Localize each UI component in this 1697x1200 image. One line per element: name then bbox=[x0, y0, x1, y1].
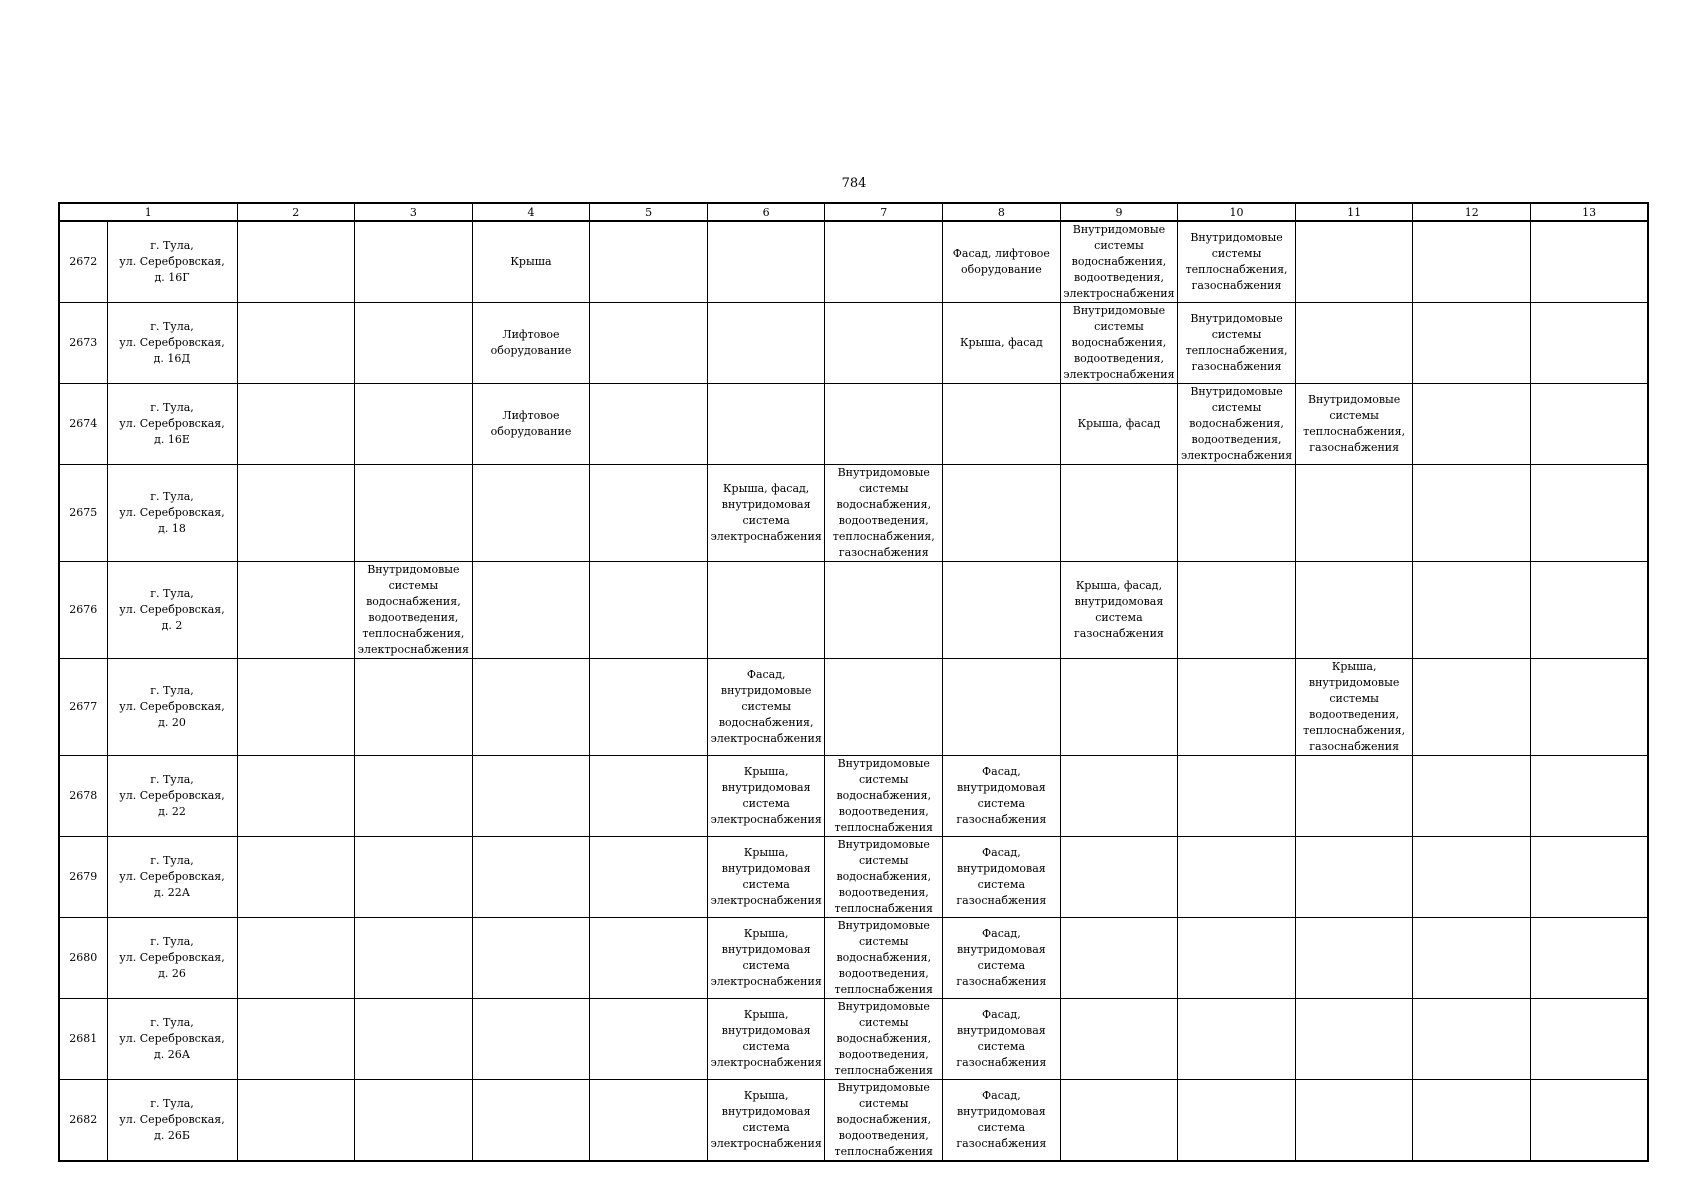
work-cell bbox=[355, 756, 473, 837]
work-cell: Фасад, внутридомовая система газоснабжения bbox=[943, 756, 1061, 837]
page-number: 784 bbox=[841, 176, 867, 191]
work-cell bbox=[825, 562, 943, 659]
work-cell bbox=[1060, 999, 1178, 1080]
column-header: 5 bbox=[590, 203, 708, 221]
work-cell bbox=[1413, 384, 1531, 465]
work-cell bbox=[237, 303, 355, 384]
work-cell: Крыша, внутридомовая система электроснабжения bbox=[707, 1080, 825, 1162]
work-cell bbox=[1531, 659, 1649, 756]
work-cell bbox=[825, 221, 943, 303]
work-cell bbox=[1413, 1080, 1531, 1162]
work-cell bbox=[590, 384, 708, 465]
address-cell: г. Тула, ул. Серебровская, д. 18 bbox=[107, 465, 237, 562]
work-cell bbox=[943, 659, 1061, 756]
work-cell bbox=[237, 918, 355, 999]
work-cell bbox=[237, 465, 355, 562]
work-cell bbox=[825, 384, 943, 465]
column-header: 12 bbox=[1413, 203, 1531, 221]
work-cell bbox=[1295, 1080, 1413, 1162]
column-header: 8 bbox=[943, 203, 1061, 221]
column-header: 1 bbox=[59, 203, 237, 221]
work-cell bbox=[590, 1080, 708, 1162]
work-cell bbox=[237, 1080, 355, 1162]
work-cell: Внутридомовые системы водоснабжения, водоотведения, теплоснабжения bbox=[825, 756, 943, 837]
work-cell bbox=[1531, 756, 1649, 837]
work-cell bbox=[1413, 837, 1531, 918]
address-cell: г. Тула, ул. Серебровская, д. 2 bbox=[107, 562, 237, 659]
table-row bbox=[59, 999, 1648, 1080]
work-cell: Внутридомовые системы водоснабжения, водоотведения, теплоснабжения bbox=[825, 918, 943, 999]
work-cell bbox=[472, 918, 590, 999]
work-cell bbox=[1531, 303, 1649, 384]
column-header: 10 bbox=[1178, 203, 1296, 221]
work-cell bbox=[825, 303, 943, 384]
column-header: 7 bbox=[825, 203, 943, 221]
work-cell: Крыша, фасад, внутридомовая система электроснабжения bbox=[707, 465, 825, 562]
work-cell: Внутридомовые системы водоснабжения, водоотведения, электроснабжения bbox=[1178, 384, 1296, 465]
address-cell: г. Тула, ул. Серебровская, д. 26А bbox=[107, 999, 237, 1080]
work-cell bbox=[1178, 562, 1296, 659]
work-cell: Фасад, внутридомовая система газоснабжения bbox=[943, 999, 1061, 1080]
work-cell bbox=[355, 918, 473, 999]
table-row bbox=[59, 303, 1648, 384]
work-cell: Крыша, фасад bbox=[943, 303, 1061, 384]
work-cell bbox=[1295, 837, 1413, 918]
work-cell bbox=[1531, 562, 1649, 659]
work-cell: Крыша, внутридомовая система электроснабжения bbox=[707, 999, 825, 1080]
row-number: 2673 bbox=[59, 303, 107, 384]
work-cell bbox=[1531, 999, 1649, 1080]
work-cell bbox=[472, 659, 590, 756]
column-header: 11 bbox=[1295, 203, 1413, 221]
work-cell bbox=[590, 918, 708, 999]
work-cell bbox=[825, 659, 943, 756]
work-cell bbox=[1295, 999, 1413, 1080]
work-cell: Фасад, внутридомовая система газоснабжения bbox=[943, 837, 1061, 918]
work-cell bbox=[1295, 562, 1413, 659]
work-cell bbox=[1413, 465, 1531, 562]
work-cell bbox=[1295, 756, 1413, 837]
work-cell bbox=[472, 999, 590, 1080]
work-cell: Фасад, лифтовое оборудование bbox=[943, 221, 1061, 303]
work-cell: Внутридомовые системы водоснабжения, водоотведения, электроснабжения bbox=[1060, 221, 1178, 303]
row-number: 2678 bbox=[59, 756, 107, 837]
work-cell bbox=[1531, 384, 1649, 465]
address-cell: г. Тула, ул. Серебровская, д. 20 bbox=[107, 659, 237, 756]
address-cell: г. Тула, ул. Серебровская, д. 22 bbox=[107, 756, 237, 837]
work-cell bbox=[1413, 756, 1531, 837]
work-cell bbox=[1060, 837, 1178, 918]
work-cell: Фасад, внутридомовая система газоснабжения bbox=[943, 918, 1061, 999]
work-cell bbox=[472, 465, 590, 562]
work-cell bbox=[590, 659, 708, 756]
header-row bbox=[59, 203, 1648, 221]
work-cell bbox=[590, 465, 708, 562]
work-cell bbox=[1178, 1080, 1296, 1162]
work-cell bbox=[1060, 918, 1178, 999]
work-cell bbox=[237, 837, 355, 918]
work-cell bbox=[1295, 221, 1413, 303]
work-cell: Внутридомовые системы теплоснабжения, газоснабжения bbox=[1295, 384, 1413, 465]
work-cell: Крыша, внутридомовая система электроснабжения bbox=[707, 756, 825, 837]
work-cell: Крыша, внутридомовая система электроснабжения bbox=[707, 837, 825, 918]
work-cell bbox=[707, 303, 825, 384]
work-cell: Внутридомовые системы теплоснабжения, газоснабжения bbox=[1178, 303, 1296, 384]
work-cell: Крыша, фасад bbox=[1060, 384, 1178, 465]
work-cell bbox=[1060, 465, 1178, 562]
work-cell bbox=[943, 384, 1061, 465]
address-cell: г. Тула, ул. Серебровская, д. 22А bbox=[107, 837, 237, 918]
work-cell bbox=[1295, 918, 1413, 999]
table-row bbox=[59, 1080, 1648, 1162]
work-cell bbox=[355, 303, 473, 384]
work-cell bbox=[590, 221, 708, 303]
work-cell bbox=[1413, 303, 1531, 384]
work-cell bbox=[472, 756, 590, 837]
work-cell bbox=[1178, 659, 1296, 756]
work-cell bbox=[590, 562, 708, 659]
work-cell bbox=[355, 837, 473, 918]
work-cell bbox=[472, 1080, 590, 1162]
column-header: 3 bbox=[355, 203, 473, 221]
work-cell bbox=[237, 221, 355, 303]
work-cell bbox=[1413, 221, 1531, 303]
work-cell bbox=[1295, 465, 1413, 562]
work-cell: Внутридомовые системы водоснабжения, водоотведения, теплоснабжения, газоснабжения bbox=[825, 465, 943, 562]
work-cell bbox=[1531, 837, 1649, 918]
work-cell bbox=[943, 465, 1061, 562]
work-cell bbox=[590, 837, 708, 918]
work-cell bbox=[355, 384, 473, 465]
work-cell bbox=[1178, 837, 1296, 918]
table-row bbox=[59, 837, 1648, 918]
work-cell bbox=[707, 221, 825, 303]
work-cell bbox=[237, 756, 355, 837]
work-cell: Внутридомовые системы водоснабжения, водоотведения, теплоснабжения bbox=[825, 837, 943, 918]
work-cell bbox=[1413, 659, 1531, 756]
work-cell bbox=[1178, 999, 1296, 1080]
row-number: 2679 bbox=[59, 837, 107, 918]
work-cell bbox=[1413, 918, 1531, 999]
work-cell bbox=[237, 562, 355, 659]
work-cell bbox=[1413, 999, 1531, 1080]
work-cell: Внутридомовые системы водоснабжения, водоотведения, теплоснабжения bbox=[825, 1080, 943, 1162]
work-cell: Внутридомовые системы водоснабжения, водоотведения, электроснабжения bbox=[1060, 303, 1178, 384]
work-cell bbox=[1178, 756, 1296, 837]
work-cell bbox=[707, 384, 825, 465]
work-cell bbox=[1060, 756, 1178, 837]
row-number: 2682 bbox=[59, 1080, 107, 1162]
table-row bbox=[59, 562, 1648, 659]
row-number: 2676 bbox=[59, 562, 107, 659]
work-cell bbox=[1531, 918, 1649, 999]
row-number: 2680 bbox=[59, 918, 107, 999]
work-cell bbox=[1178, 465, 1296, 562]
table-row bbox=[59, 384, 1648, 465]
work-cell: Фасад, внутридомовая система газоснабжения bbox=[943, 1080, 1061, 1162]
work-cell bbox=[943, 562, 1061, 659]
table-row bbox=[59, 659, 1648, 756]
work-cell bbox=[237, 384, 355, 465]
address-cell: г. Тула, ул. Серебровская, д. 16Е bbox=[107, 384, 237, 465]
work-cell: Крыша, фасад, внутридомовая система газоснабжения bbox=[1060, 562, 1178, 659]
work-cell: Крыша, внутридомовая система электроснабжения bbox=[707, 918, 825, 999]
work-cell bbox=[1060, 659, 1178, 756]
row-number: 2674 bbox=[59, 384, 107, 465]
column-header: 6 bbox=[707, 203, 825, 221]
column-header: 4 bbox=[472, 203, 590, 221]
work-cell: Лифтовое оборудование bbox=[472, 303, 590, 384]
work-cell: Внутридомовые системы теплоснабжения, газоснабжения bbox=[1178, 221, 1296, 303]
work-cell bbox=[1531, 221, 1649, 303]
work-cell bbox=[590, 303, 708, 384]
work-cell bbox=[590, 999, 708, 1080]
column-header: 13 bbox=[1531, 203, 1649, 221]
work-cell bbox=[1413, 562, 1531, 659]
work-cell bbox=[707, 562, 825, 659]
work-cell: Внутридомовые системы водоснабжения, водоотведения, теплоснабжения, электроснабжения bbox=[355, 562, 473, 659]
table-row bbox=[59, 221, 1648, 303]
column-header: 2 bbox=[237, 203, 355, 221]
work-cell bbox=[472, 837, 590, 918]
work-cell bbox=[1531, 1080, 1649, 1162]
table-body bbox=[59, 221, 1648, 1161]
work-cell bbox=[237, 999, 355, 1080]
work-cell bbox=[1295, 303, 1413, 384]
work-cell: Крыша bbox=[472, 221, 590, 303]
address-cell: г. Тула, ул. Серебровская, д. 26 bbox=[107, 918, 237, 999]
work-cell bbox=[355, 221, 473, 303]
work-cell bbox=[590, 756, 708, 837]
work-cell bbox=[355, 999, 473, 1080]
work-cell: Внутридомовые системы водоснабжения, водоотведения, теплоснабжения bbox=[825, 999, 943, 1080]
address-cell: г. Тула, ул. Серебровская, д. 16Г bbox=[107, 221, 237, 303]
data-table bbox=[58, 202, 1649, 1162]
address-cell: г. Тула, ул. Серебровская, д. 26Б bbox=[107, 1080, 237, 1162]
table-row bbox=[59, 918, 1648, 999]
work-cell bbox=[1531, 465, 1649, 562]
row-number: 2681 bbox=[59, 999, 107, 1080]
table-row bbox=[59, 465, 1648, 562]
column-header: 9 bbox=[1060, 203, 1178, 221]
row-number: 2672 bbox=[59, 221, 107, 303]
table-row bbox=[59, 756, 1648, 837]
work-cell: Крыша, внутридомовые системы водоотведения, теплоснабжения, газоснабжения bbox=[1295, 659, 1413, 756]
address-cell: г. Тула, ул. Серебровская, д. 16Д bbox=[107, 303, 237, 384]
row-number: 2675 bbox=[59, 465, 107, 562]
work-cell bbox=[237, 659, 355, 756]
work-cell: Фасад, внутридомовые системы водоснабжения, электроснабжения bbox=[707, 659, 825, 756]
work-cell: Лифтовое оборудование bbox=[472, 384, 590, 465]
work-cell bbox=[355, 465, 473, 562]
work-cell bbox=[355, 1080, 473, 1162]
row-number: 2677 bbox=[59, 659, 107, 756]
work-cell bbox=[1178, 918, 1296, 999]
work-cell bbox=[355, 659, 473, 756]
work-cell bbox=[1060, 1080, 1178, 1162]
work-cell bbox=[472, 562, 590, 659]
table-header bbox=[59, 203, 1648, 221]
